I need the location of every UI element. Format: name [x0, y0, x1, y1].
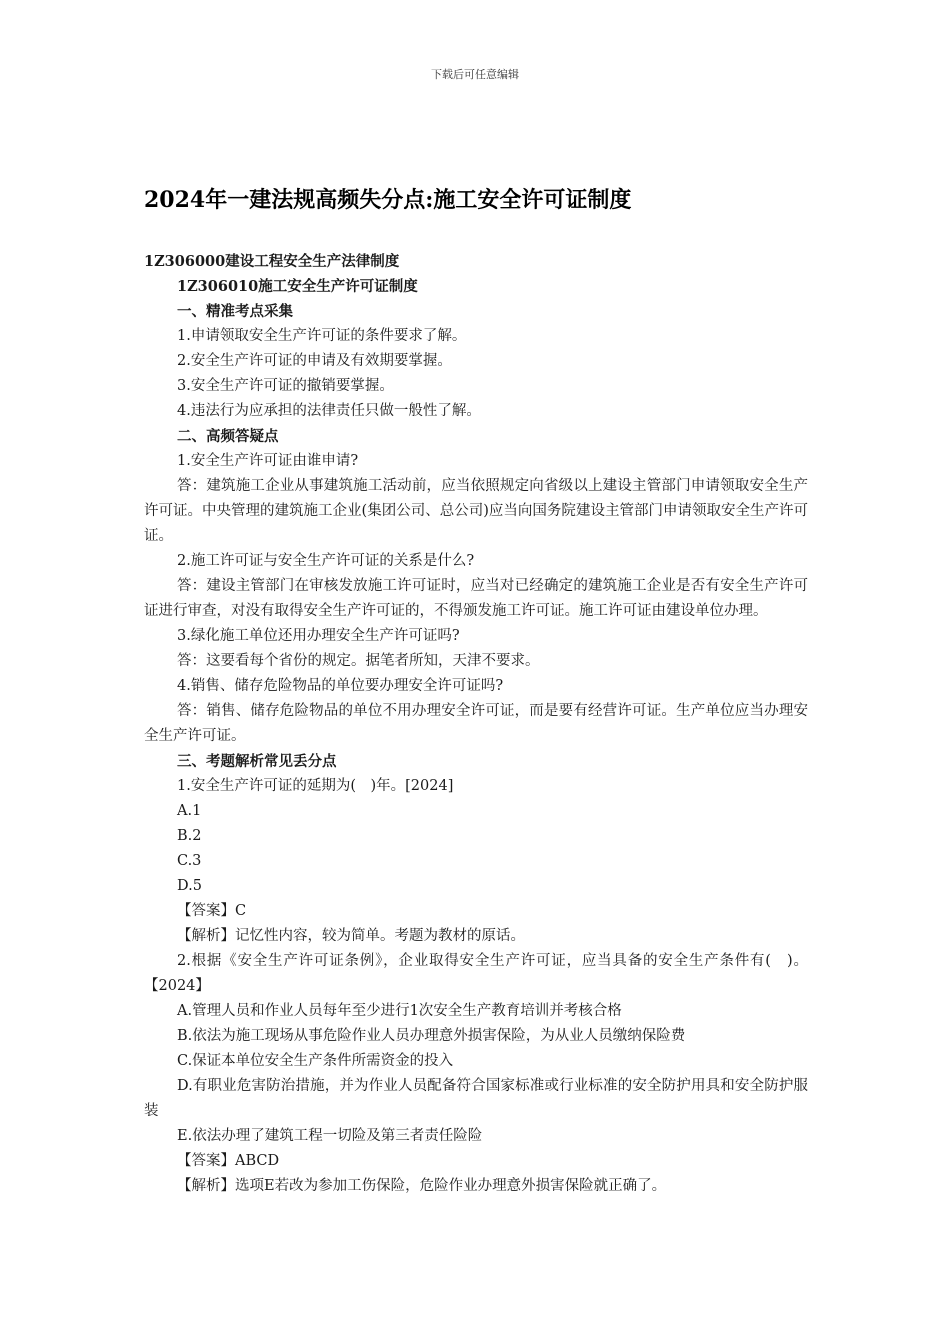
paragraph: 答：建筑施工企业从事建筑施工活动前，应当依照规定向省级以上建设主管部门申请领取安全生产许可证。中央管理的建筑施工企业(集团公司、总公司)应当向国务院建设主管部门申请领取安全生产许可证。: [144, 478, 808, 544]
paragraph: C.3: [177, 853, 202, 869]
paragraph: A.1: [177, 803, 202, 819]
paragraph: 【答案】C: [177, 903, 247, 919]
paragraph: 三、考题解析常见丢分点: [177, 753, 337, 770]
paragraph: 二、高频答疑点: [177, 428, 279, 445]
paragraph: 2.安全生产许可证的申请及有效期要掌握。: [177, 353, 452, 369]
paragraph: B.2: [177, 828, 202, 844]
paragraph: 【解析】选项E若改为参加工伤保险，危险作业办理意外损害保险就正确了。: [177, 1178, 667, 1194]
paragraph: B.依法为施工现场从事危险作业人员办理意外损害保险，为从业人员缴纳保险费: [177, 1028, 686, 1044]
paragraph: 一、精准考点采集: [177, 303, 293, 320]
paragraph: 【答案】ABCD: [177, 1153, 280, 1169]
paragraph: 1.申请领取安全生产许可证的条件要求了解。: [177, 328, 467, 344]
paragraph: 3.安全生产许可证的撤销要掌握。: [177, 378, 394, 394]
paragraph: 4.违法行为应承担的法律责任只做一般性了解。: [177, 403, 481, 419]
paragraph: 2.施工许可证与安全生产许可证的关系是什么?: [177, 553, 475, 569]
paragraph: A.管理人员和作业人员每年至少进行1次安全生产教育培训并考核合格: [177, 1003, 622, 1019]
paragraph: D.有职业危害防治措施，并为作业人员配备符合国家标准或行业标准的安全防护用具和安全防护服装: [144, 1078, 808, 1119]
paragraph: 答：销售、储存危险物品的单位不用办理安全许可证，而是要有经营许可证。生产单位应当办理安全生产许可证。: [144, 703, 808, 744]
paragraph: 4.销售、储存危险物品的单位要办理安全许可证吗?: [177, 678, 504, 694]
document-title: 2024年一建法规高频失分点:施工安全许可证制度: [144, 187, 632, 213]
paragraph: 1Z306010施工安全生产许可证制度: [177, 278, 418, 295]
paragraph: 1Z306000建设工程安全生产法律制度: [144, 253, 400, 270]
paragraph: 答：这要看每个省份的规定。据笔者所知，天津不要求。: [177, 653, 540, 669]
paragraph: 1.安全生产许可证的延期为( )年。[2024]: [177, 778, 454, 794]
document-body: [144, 249, 808, 1199]
paragraph: 【解析】记忆性内容，较为简单。考题为教材的原话。: [177, 928, 525, 944]
paragraph: D.5: [177, 878, 202, 894]
paragraph: 1.安全生产许可证由谁申请?: [177, 453, 359, 469]
page-header: 下载后可任意编辑: [431, 68, 519, 81]
paragraph: 3.绿化施工单位还用办理安全生产许可证吗?: [177, 628, 460, 644]
paragraph: E.依法办理了建筑工程一切险及第三者责任险险: [177, 1128, 483, 1144]
paragraph: 答：建设主管部门在审核发放施工许可证时，应当对已经确定的建筑施工企业是否有安全生产许可证进行审查，对没有取得安全生产许可证的，不得颁发施工许可证。施工许可证由建设单位办理。: [144, 578, 808, 619]
paragraph: C.保证本单位安全生产条件所需资金的投入: [177, 1053, 454, 1069]
paragraph: 2.根据《安全生产许可证条例》，企业取得安全生产许可证，应当具备的安全生产条件有( )。【2024】: [144, 953, 808, 994]
